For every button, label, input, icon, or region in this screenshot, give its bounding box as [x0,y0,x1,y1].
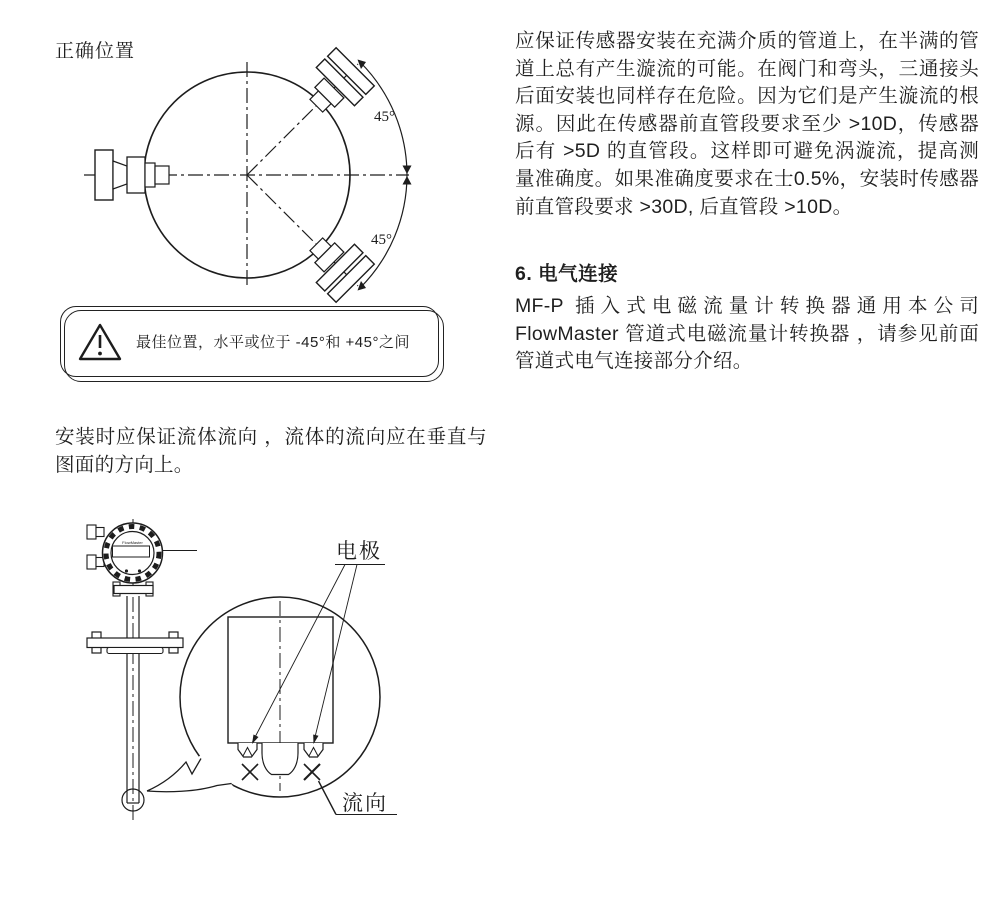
arrowhead [403,166,412,175]
button-dot [138,569,141,572]
nose-cone [262,743,298,775]
warning-callout [60,306,439,377]
angle-label-bottom: 45° [371,232,392,248]
button-dot [125,569,128,572]
electrical-connection-paragraph: MF-P 插入式电磁流量计转换器通用本公司 FlowMaster 管道式电磁流量计转换器 ，请参见前面管道式电气连接部分介绍。 [515,295,979,373]
warning-triangle-icon [78,322,122,362]
electrical-connection-heading: 6. 电气连接 [515,263,619,286]
cable-glands [87,525,104,569]
arrowhead [403,176,412,185]
device-brand-text: FlowMaster [122,540,143,545]
angle-label-top: 45° [374,109,395,125]
transmitter-head [103,523,198,583]
display-window [113,546,150,557]
installation-paragraph: 应保证传感器安装在充满介质的管道上，在半满的管道上总有产生漩流的可能。在阀门和弯头，三通接头后面安装也同样存在危险。因为它们是产生漩流的根源。因此在传感器前直管段要求至少 >10D，传感器后有 >5D 的直管段。这样即可避免涡漩流，提高测量准确度。如果准确度要求在士0.5%，安装时传感器前直管段要求 >30D, 后直管段 >10D。 [515,30,979,218]
insertion-flowmeter-diagram [80,510,500,870]
mounting-flange [87,632,183,654]
pipe-cross-section-diagram [40,45,432,307]
warning-text: 最佳位置，水平或位于 -45°和 +45°之间 [136,334,410,351]
section-heading-correct-position: 正确位置 [55,41,136,62]
electrode-label: 电极 [336,540,382,563]
flow-direction-note: 安装时应保证流体流向 ，流体的流向应在垂直与图面的方向上。 [55,426,487,476]
sensor-horizontal [95,150,169,200]
right-column [515,28,979,376]
flow-direction-label: 流向 [342,792,388,815]
flow-direction-annotation [319,781,398,815]
